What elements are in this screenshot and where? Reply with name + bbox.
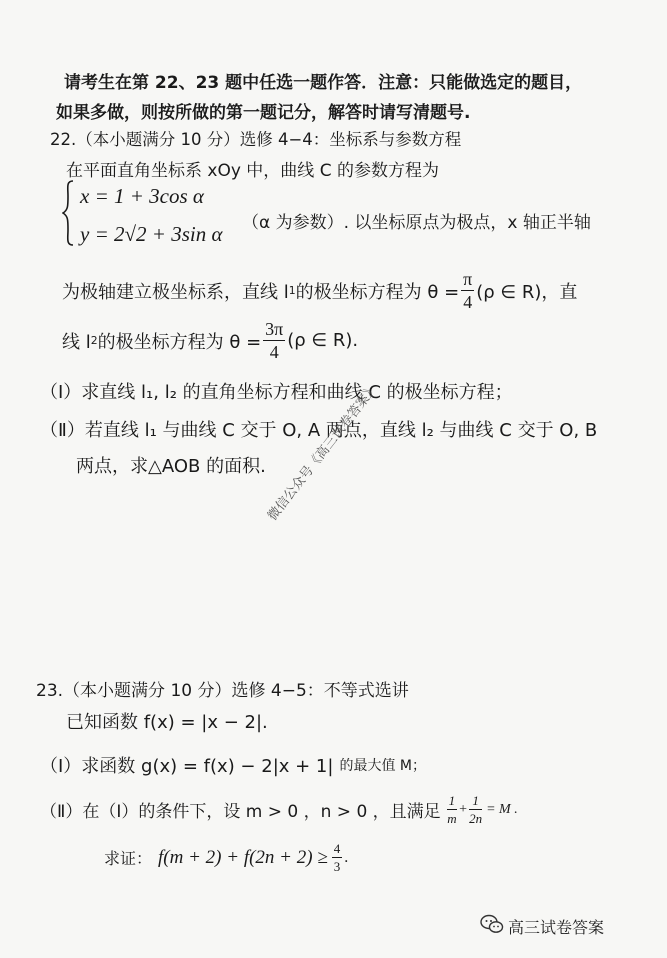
q22-header: 22.（本小题满分 10 分）选修 4−4：坐标系与参数方程 [50,130,462,149]
q23-part-1b: 的最大值 M； [339,758,426,774]
wechat-icon [480,913,504,935]
fraction-numerator: 4 [333,841,341,856]
fraction-denominator: 2n [469,811,483,826]
proof-expression: f(m + 2) + f(2n + 2) ≥ [158,846,328,868]
left-brace [62,180,74,246]
fraction-1-over-m [447,794,458,825]
stem3-part-c: (ρ ∈ R)，直 [476,281,578,303]
fraction-4-over-3 [332,842,343,873]
fraction-numerator: 1 [469,794,482,810]
fraction-pi-over-4 [461,270,474,311]
stem3-part-b: 的极坐标方程为 θ = [295,281,460,303]
subscript-1: 1 [288,284,296,297]
q23-part-2-end: = M . [486,801,518,817]
q23-header: 23.（本小题满分 10 分）选修 4−5：不等式选讲 [36,681,409,701]
q22-stem-1: 在平面直角坐标系 xOy 中，曲线 C 的参数方程为 [66,161,439,181]
q23-part-2a: （Ⅱ）在（Ⅰ）的条件下，设 m > 0 ，n > 0 ，且满足 [40,802,441,822]
proof-label: 求证： [104,849,153,868]
proof-end: . [344,848,349,866]
q23-stem: 已知函数 f(x) = |x − 2|. [66,712,268,733]
fraction-numerator: 3π [265,319,284,339]
fraction-denominator: 4 [269,342,279,362]
footer-label: 高三试卷答案 [508,918,605,937]
plus-sign: + [459,801,468,817]
q23-part-1a: （Ⅰ）求函数 g(x) = f(x) − 2|x + 1| [40,756,334,777]
fraction-denominator: 4 [463,292,473,312]
stem4-part-a: 线 l [62,331,91,353]
q22-stem-3 [62,270,577,311]
fraction-1-over-2n [469,794,482,825]
q22-stem-4 [62,320,358,361]
param-eq-y: y = 2√2 + 3sin α [80,222,223,246]
stem3-part-a: 为极轴建立极坐标系，直线 l [62,281,289,303]
fraction-denominator: m [447,811,457,826]
fraction-numerator: 1 [448,793,456,808]
stem4-part-b: 的极坐标方程为 θ = [97,331,262,353]
subscript-2: 2 [90,334,98,347]
fraction-numerator: π [463,269,473,289]
intro-line-1: 请考生在第 22、23 题中任选一题作答．注意：只能做选定的题目， [64,73,583,93]
q22-stem-2: （α 为参数）. 以坐标原点为极点，x 轴正半轴 [242,213,591,233]
q23-proof [104,842,348,873]
q22-part-2b: 两点，求△AOB 的面积. [76,456,266,477]
stem4-part-c: (ρ ∈ R). [287,330,359,351]
param-eq-x: x = 1 + 3cos α [80,184,204,208]
q23-part-2 [40,794,518,825]
q22-part-1: （Ⅰ）求直线 l₁, l₂ 的直角坐标方程和曲线 C 的极坐标方程； [40,382,513,403]
fraction-3pi-over-4 [263,320,285,361]
intro-line-2: 如果多做，则按所做的第一题记分，解答时请写清题号. [56,103,471,123]
fraction-denominator: 3 [333,859,341,874]
q22-part-2a: （Ⅱ）若直线 l₁ 与曲线 C 交于 O, A 两点，直线 l₂ 与曲线 C 交于 O, B [40,420,598,441]
watermark-text: 微信公众号《高三试卷答案》 [265,381,382,524]
q23-part-1 [40,752,426,778]
